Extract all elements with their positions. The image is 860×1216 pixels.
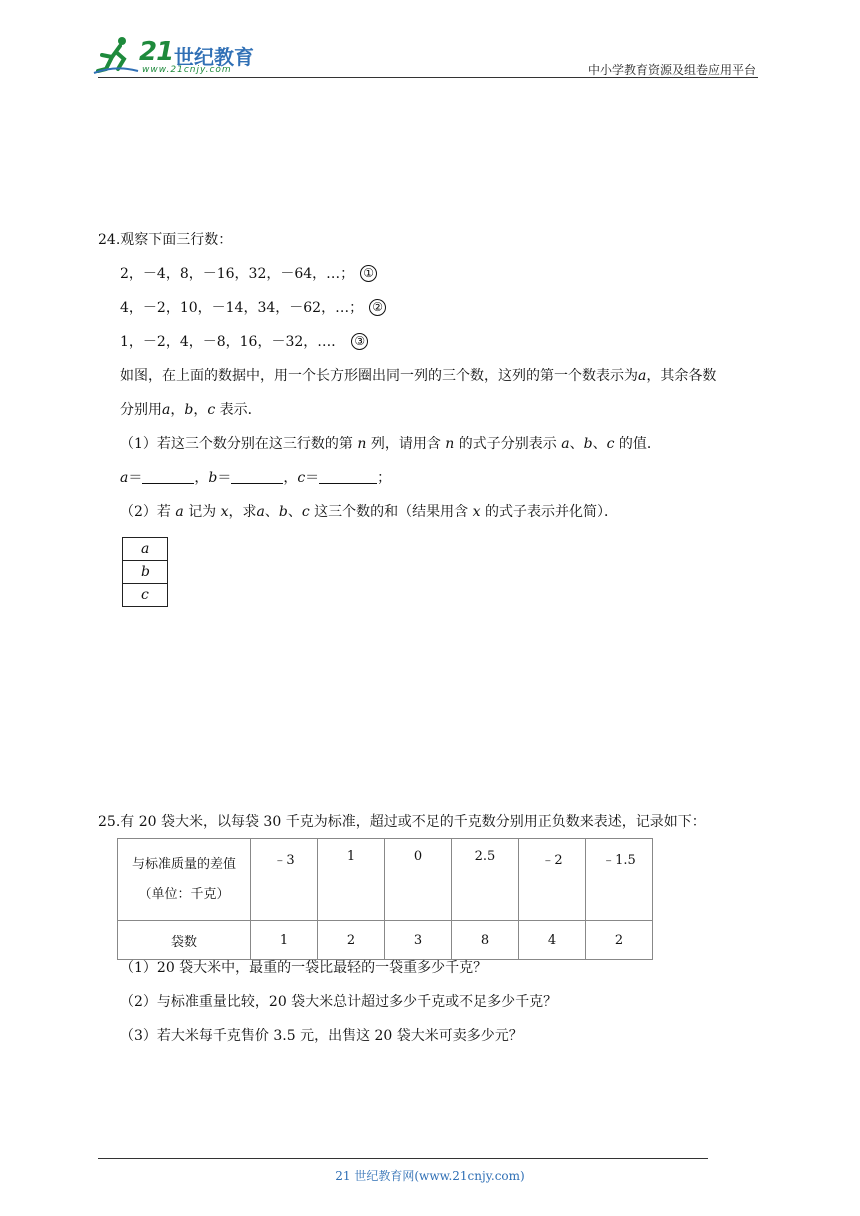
text: ＝ [217,470,232,486]
text: 列，请用含 [370,436,441,452]
diff-cell: ﹣2 [519,839,586,921]
q24-row3 [120,333,368,351]
text: 表示． [219,402,262,418]
q24-row2-text: 4，－2，10，－14，34，－62，…； [120,300,364,316]
q24-row2 [120,299,386,317]
table-header-diff [118,839,251,921]
text: ，求 [228,504,257,520]
logo-text: 世纪教育 [174,45,254,69]
var-c: c [207,402,216,418]
diff-cell: 2.5 [452,839,519,921]
var-c: c [297,470,306,486]
box-cell-b: b [123,560,167,583]
circled-two: ② [369,299,386,316]
var-b: b [208,470,218,486]
q24-row1 [120,265,377,283]
var-c: c [301,504,310,520]
diff-cell: 0 [385,839,452,921]
var-x: x [220,504,229,520]
q24-part1 [120,435,661,453]
text: 如图，在上面的数据中，用一个长方形圈出同一列的三个数，这列的第一个数表示为 [120,368,638,384]
count-cell: 2 [586,921,653,960]
box-cell-c: c [123,583,167,606]
var-n: n [357,436,367,452]
q24-part2 [120,503,618,521]
text: 、 [569,436,584,452]
text: （1）若这三个数分别在这三行数的第 [120,436,353,452]
var-a: a [175,504,184,520]
diff-cell: ﹣3 [251,839,318,921]
table-header-count: 袋数 [118,921,251,960]
q24-desc-line1 [120,367,716,385]
header-line2: （单位：千克） [138,886,230,902]
q25-part3: （3）若大米每千克售价 3.5 元，出售这 20 袋大米可卖多少元？ [120,1028,523,1044]
count-cell: 2 [318,921,385,960]
q25-part1: （1）20 袋大米中，最重的一袋比最轻的一袋重多少千克？ [120,960,488,976]
footer-link[interactable]: 21 世纪教育网(www.21cnjy.com) [335,1169,525,1183]
footer-divider [98,1158,708,1159]
site-logo [92,35,262,77]
text: ， [170,402,185,418]
header-line1: 与标准质量的差值 [131,856,236,872]
text: 、 [264,504,279,520]
var-n: n [445,436,455,452]
count-cell: 4 [519,921,586,960]
text: 的值． [618,436,661,452]
var-a: a [162,402,171,418]
text: 这三个数的和（结果用含 [314,504,469,520]
abc-column-box [122,537,168,607]
var-a: a [638,368,647,384]
text: ， [193,402,208,418]
var-c: c [606,436,615,452]
answer-blank-b[interactable] [231,469,283,484]
text: ； [377,470,392,486]
circled-one: ① [360,265,377,282]
diff-cell: 1 [318,839,385,921]
text: 的式子分别表示 [458,436,557,452]
var-x: x [472,504,481,520]
text: 记为 [188,504,217,520]
q25-title: 25.有 20 袋大米，以每袋 30 千克为标准，超过或不足的千克数分别用正负数来表述，记录如下： [98,814,706,830]
count-cell: 8 [452,921,519,960]
text: 的式子表示并化简）． [484,504,618,520]
q25-part2: （2）与标准重量比较，20 袋大米总计超过多少千克或不足多少千克？ [120,994,558,1010]
count-cell: 3 [385,921,452,960]
count-cell: 1 [251,921,318,960]
text: （2）若 [120,504,171,520]
text: ＝ [305,470,320,486]
q24-row3-text: 1，－2，4，－8，16，－32，…． [120,334,346,350]
answer-blank-c[interactable] [319,469,377,484]
circled-three: ③ [351,333,368,350]
q24-row1-text: 2，－4，8，－16，32，－64，…； [120,266,355,282]
text: 、 [592,436,607,452]
var-b: b [583,436,593,452]
var-a: a [561,436,570,452]
q24-answer-blanks [120,469,391,487]
diff-cell: ﹣1.5 [586,839,653,921]
text: 、 [287,504,302,520]
text: ＝ [128,470,143,486]
text: ， [194,470,209,486]
text: ， [283,470,298,486]
answer-blank-a[interactable] [142,469,194,484]
runner-logo-icon [92,35,140,77]
rice-weight-table [117,838,653,960]
var-b: b [184,402,194,418]
text: 分别用 [120,402,162,418]
text: ，其余各数 [646,368,717,384]
var-a: a [256,504,265,520]
var-b: b [278,504,288,520]
platform-name: 中小学教育资源及组卷应用平台 [587,63,756,77]
var-a: a [120,470,129,486]
q24-desc-line2 [120,401,262,419]
box-cell-a: a [141,541,150,557]
q24-title: 24.观察下面三行数： [98,232,233,248]
logo-url: www.21cnjy.com [142,65,232,75]
header-divider [98,77,758,78]
logo-number: 21 [139,37,174,67]
